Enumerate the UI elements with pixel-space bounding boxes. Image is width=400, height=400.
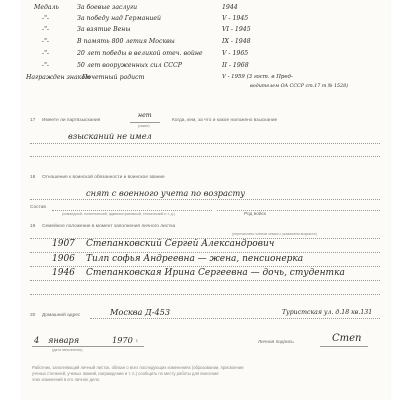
award-name: -"- (42, 26, 50, 33)
answer-line (30, 199, 380, 200)
field-caption: (командный, политический, административный, технический и т. д.) (62, 212, 175, 216)
family-member: Степанковская Ирина Сергеевна — дочь, студентка (86, 268, 345, 278)
answer-line (30, 280, 380, 281)
award-year: II - 1968 (222, 62, 249, 69)
family-member: Тилп софья Андреевна — жена, пенсионерка (86, 254, 304, 264)
date-day: 4 (34, 335, 40, 345)
family-member: Степанковский Сергей Александрович (86, 239, 275, 249)
award-year: VI - 1945 (222, 26, 251, 33)
date-month: января (48, 335, 80, 345)
award-year: V - 1965 (222, 50, 249, 57)
question-label: Домашний адрес (42, 313, 81, 318)
award-year: 1944 (222, 4, 238, 11)
field-label: Состав (30, 205, 46, 210)
answer-line (130, 122, 160, 123)
document-page (22, 0, 390, 400)
field-caption: (перечислить членов семьи с указанием возраста) (232, 232, 317, 236)
award-desc: За боевые заслуги (77, 4, 138, 11)
answer-line (90, 318, 380, 319)
award-name: -"- (42, 62, 50, 69)
family-member-year: 1946 (52, 268, 75, 278)
award-desc: Почетный радист (82, 74, 145, 81)
answer-line (30, 143, 380, 144)
award-name: -"- (42, 38, 50, 45)
handwritten-answer-short: нет (138, 112, 152, 119)
question-label: Имеете ли партвзыскания (42, 118, 101, 123)
award-year-continued: водителем ОА СССР ст.17 т № 1528) (250, 84, 349, 89)
answer-line (217, 210, 380, 211)
footer-note: этих изменений в его личное дело. (32, 377, 101, 382)
question-number: 17 (30, 118, 36, 123)
date-line (32, 346, 144, 347)
question-number: 19 (30, 224, 36, 229)
date-year-suffix: г. (136, 339, 139, 344)
award-year: V - 1959 (3 гост. в Пред- (222, 74, 293, 80)
field-caption: (какие) (138, 124, 150, 128)
award-year: IX - 1948 (222, 38, 251, 45)
question-label: Отношение к воинской обязанности и воинское звание (42, 175, 165, 180)
family-member-year: 1906 (52, 254, 75, 264)
date-year: 1970 (112, 335, 133, 345)
answer-line (30, 266, 380, 267)
award-name: Медаль (34, 4, 59, 11)
award-desc: В память 800 летия Москвы (77, 38, 175, 45)
family-member-year: 1907 (52, 239, 75, 249)
handwritten-address: Москва Д-453 (110, 307, 171, 317)
footer-note: ученых степеней, ученых званий, награждении и т. п.) сообщить по месту работы для внесения (32, 371, 219, 376)
handwritten-address-street: Туристская ул. д.18 кв.131 (282, 309, 373, 316)
question-number: 20 (30, 313, 36, 318)
signature: Степ (332, 333, 362, 344)
award-name: Награжден знаком (26, 74, 91, 81)
award-desc: За победу над Германией (77, 15, 162, 22)
answer-line (30, 156, 380, 157)
handwritten-answer: взысканий не имел (68, 131, 152, 141)
award-year: V - 1945 (222, 15, 249, 22)
answer-line (52, 210, 212, 211)
field-label: Род войск (244, 212, 267, 217)
signature-label: Личная подпись (258, 340, 294, 345)
handwritten-answer: снят с военного учета по возрасту (86, 188, 246, 198)
question-label: Семейное положение в момент заполнения личного листка (42, 224, 176, 229)
footer-note: Работник, заполняющий личный листок, обязан о всех последующих изменениях (образовании, присвоении (32, 365, 244, 370)
award-desc: За взятие Вены (77, 26, 131, 33)
question-number: 18 (30, 175, 36, 180)
field-caption: (дата заполнения) (52, 348, 83, 352)
award-name: -"- (42, 50, 50, 57)
signature-line (320, 346, 368, 347)
answer-line (30, 294, 380, 295)
question-label: Когда, кем, за что и какое наложено взыскание (172, 118, 278, 123)
answer-line (30, 252, 380, 253)
award-desc: 20 лет победы в великой отеч. войне (77, 50, 203, 57)
award-desc: 50 лет вооруженных сил СССР (77, 62, 182, 69)
award-name: -"- (42, 15, 50, 22)
